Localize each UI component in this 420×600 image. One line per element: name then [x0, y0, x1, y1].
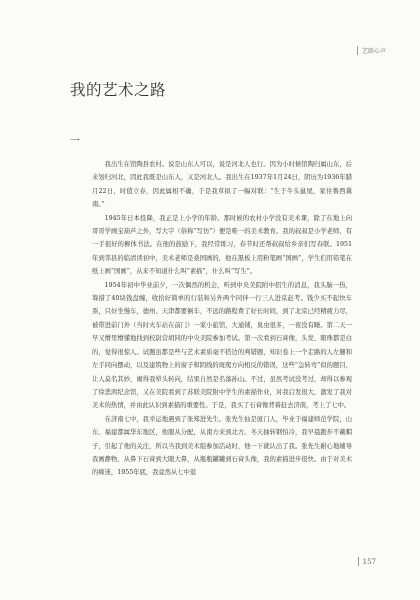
section-number: 一 — [70, 136, 80, 147]
paragraph-3: 1954年初中毕业前夕，一次偶然的机会，听到中央美院附中招生的消息，我头脑一热，筹措了40块钱盘缠，收拾好简单的行装和另外两个同伴一行三人进京赶考。钱少买不起快车票，只好坐慢车，德州、天津都要倒车，不远的路程费了好长时间，到了北京已经精疲力尽，被带进前门外（当时火车站在前门）一家小旅馆，大通铺，臭虫很多，一夜没有睡。第二天一早又懵里懵懂地找到校尉营胡同的中央美院参加考试。第一次看到石膏像，头发、眼珠都是白的，觉得很惊人。试题虽都是些与艺术素质毫不搭边的判错题，知识卷上一个走路的人左腿和左手同向摆动，以及建筑物上的窗子和阴线的斑爬方向相反的错误，这些“急转弯”似的题目，让人莫名其妙，闹得我晕头转向，结果自然是名落孙山。不过，虽然考试没考过，却得以参观了徐悲鸿纪念馆，又在美院看到了苏联美院附中学生的素描作业，对我启发很大，激发了我对美术的热情，并由此认识到素描的重要性。于是，我买了石膏像背着赶去济南，考上了七中。 — [92, 281, 352, 410]
paragraph-4: 在济南七中，我幸运地遇到了张郑进先生。张先生仙是厦门人，毕业于福建师范学院，山东、福建都属华东地区，他服从分配，从南方来到北方。冬天抽转钢怕冷，我早晨跑步不戴帽子，引起了他的关注，所以当我到美术组参加活动时，他一下就认出了我。张先生耐心地辅导我画静物，从鼻下石膏到大眼大鼻，从瓶瓶罐罐到石膏头像，我的素描进步很快。由于对美术的痴迷，1955年底，我竟然从七中退 — [92, 415, 352, 477]
article-body — [92, 158, 352, 480]
running-title: 艺路心声 — [361, 48, 386, 55]
paragraph-2: 1945年日本投降，我正是上小学的年龄。那时候的农村小学没有美术课，除了在地上向哥哥学画宝葫芦之外，写大字（俗称“写仿”）便是唯一的美术教育。我的叔叔是小学老师，有一手很好的柳体书法。在他的鼓励下，我经常练习，春节时还帮叔叔给乡亲们写春联。1951年到邻县的临清读初中，美术老师是桑国画的，他在黑板上用粉笔画“国画”，学生们用铅笔在纸上画“国画”，从来不知道什么叫“素描”，什么叫“写生”。 — [92, 214, 352, 276]
running-header — [357, 46, 386, 55]
header-divider — [357, 46, 358, 55]
page-number-text: 157 — [362, 557, 376, 566]
page-title: 我的艺术之路 — [70, 81, 167, 99]
paragraph-1: 我出生在馆陶县农村。说是山东人可以，说是河北人也行。因为小时候馆陶归属山东，后来划归河北，因此我既是山东人，又是河北人。我出生在1937年1月24日，阴历为1936年腊月22日，时值立春，因此属相不确，于是我草拟了一幅对联：“生于牛头鼠尾，家住鲁西冀南。” — [92, 161, 352, 209]
page-number — [358, 557, 376, 566]
page-number-divider — [358, 557, 359, 566]
